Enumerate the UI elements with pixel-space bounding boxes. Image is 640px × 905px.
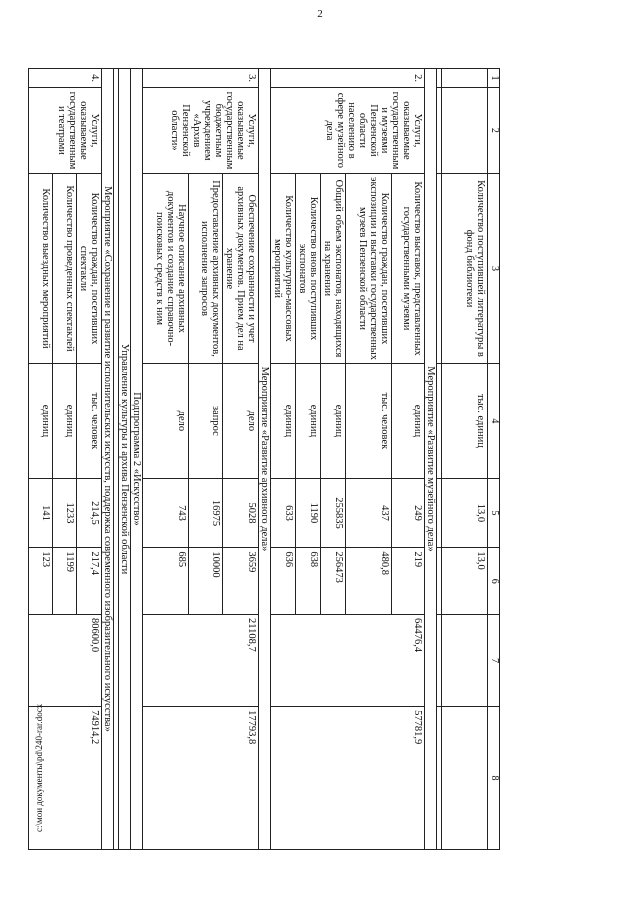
section-row — [130, 69, 142, 850]
service-cell: Услуги, оказываемые государственными театрами — [28, 88, 101, 174]
actual-value: 219 — [391, 548, 424, 615]
unit-cell: тыс. человек — [345, 364, 391, 478]
indicator-cell: Количество граждан, посетивших экспозиции и выставки государственных музеев Пензенской области — [345, 173, 391, 363]
funding-planned: 64476,4 — [270, 615, 424, 707]
section-row — [424, 69, 436, 850]
funding-actual: 17793,8 — [142, 707, 258, 850]
actual-value: 636 — [270, 548, 295, 615]
actual-value: 10000 — [188, 548, 222, 615]
actual-value: 123 — [28, 548, 52, 615]
row-number: 3. — [142, 69, 258, 88]
table-row — [442, 69, 488, 850]
table-row — [76, 69, 101, 850]
table-row — [391, 69, 424, 850]
col-header: 8 — [488, 707, 500, 850]
section-row — [101, 69, 113, 850]
file-path-footer: c:\мои документы\pd\240-rar.docx — [34, 703, 44, 832]
unit-cell: единиц — [295, 364, 320, 478]
actual-value: 480,8 — [345, 548, 391, 615]
planned-value: 249 — [391, 478, 424, 548]
section-archive: Мероприятие «Развитие архивного дела» — [258, 69, 270, 850]
planned-value: 141 — [28, 478, 52, 548]
page-number: 2 — [317, 8, 323, 20]
header-row — [488, 69, 500, 850]
table-row — [222, 69, 258, 850]
funding-planned: 21108,7 — [142, 615, 258, 707]
unit-cell: тыс. единиц — [442, 364, 488, 478]
funding-planned: 80600,0 — [28, 615, 101, 707]
planned-value: 255835 — [320, 478, 345, 548]
planned-value: 633 — [270, 478, 295, 548]
actual-value: 638 — [295, 548, 320, 615]
planned-value: 437 — [345, 478, 391, 548]
section-row — [118, 69, 130, 850]
planned-value: 214,5 — [76, 478, 101, 548]
unit-cell: единиц — [52, 364, 76, 478]
funding-actual: 74914,2 — [28, 707, 101, 850]
planned-value: 1190 — [295, 478, 320, 548]
unit-cell: дело — [142, 364, 188, 478]
planned-value: 743 — [142, 478, 188, 548]
actual-value: 685 — [142, 548, 188, 615]
unit-cell: единиц — [320, 364, 345, 478]
actual-value: 3659 — [222, 548, 258, 615]
indicator-cell: Общий объем экспонатов, находящихся на хранении — [320, 173, 345, 363]
service-cell: Услуги, оказываемые государственными музеями Пензенской области населению в сфере музейного дела — [270, 88, 424, 174]
col-header: 6 — [488, 548, 500, 615]
service-cell: Услуги, оказываемые государственным бюджетным учреждением «Архив Пензенской области» — [142, 88, 258, 174]
unit-cell: единиц — [391, 364, 424, 478]
spacer-row — [113, 69, 118, 850]
unit-cell: единиц — [28, 364, 52, 478]
col-header: 7 — [488, 615, 500, 707]
indicator-cell: Обеспечение сохранности и учет архивных документов. Прием дел на хранение — [222, 173, 258, 363]
unit-cell: дело — [222, 364, 258, 478]
section-row — [258, 69, 270, 850]
unit-cell: тыс. человек — [76, 364, 101, 478]
subprogram-title: Подпрограмма 2 «Искусство» — [130, 69, 142, 850]
indicator-cell: Количество выездных мероприятий — [28, 173, 52, 363]
indicator-cell: Количество проведенных спектаклей — [52, 173, 76, 363]
col-header: 3 — [488, 173, 500, 363]
funding-actual: 57781,9 — [270, 707, 424, 850]
row-number: 4. — [28, 69, 101, 88]
indicator-cell: Количество граждан, посетивших спектакли — [76, 173, 101, 363]
col-header: 5 — [488, 478, 500, 548]
actual-value: 13,0 — [442, 548, 488, 615]
planned-value: 13,0 — [442, 478, 488, 548]
section-museum: Мероприятие «Развитие музейного дела» — [424, 69, 436, 850]
indicator-cell: Предоставление архивных документов, исполнение запросов — [188, 173, 222, 363]
col-header: 1 — [488, 69, 500, 88]
spacer-row — [437, 69, 442, 850]
unit-cell: единиц — [270, 364, 295, 478]
indicator-cell: Количество выставок, представленных государственными музеями — [391, 173, 424, 363]
unit-cell: запрос — [188, 364, 222, 478]
indicator-cell: Количество вновь поступивших экспонатов — [295, 173, 320, 363]
report-table — [28, 68, 500, 850]
planned-value: 16975 — [188, 478, 222, 548]
actual-value: 256473 — [320, 548, 345, 615]
indicator-cell: Количество культурно-массовых мероприятий — [270, 173, 295, 363]
section-arts: Мероприятие «Сохранение и развитие исполнительских искусств, поддержка современного изобразительного искусства» — [101, 69, 113, 850]
indicator-cell: Научное описание архивных документов и создание справочно-поисковых средств к ним — [142, 173, 188, 363]
department-title: Управление культуры и архива Пензенской области — [118, 69, 130, 850]
actual-value: 217,4 — [76, 548, 101, 615]
actual-value: 1199 — [52, 548, 76, 615]
col-header: 4 — [488, 364, 500, 478]
row-number: 2. — [270, 69, 424, 88]
indicator-cell: Количество поступившей литературы в фонд библиотеки — [442, 173, 488, 363]
col-header: 2 — [488, 88, 500, 174]
planned-value: 1233 — [52, 478, 76, 548]
planned-value: 5028 — [222, 478, 258, 548]
